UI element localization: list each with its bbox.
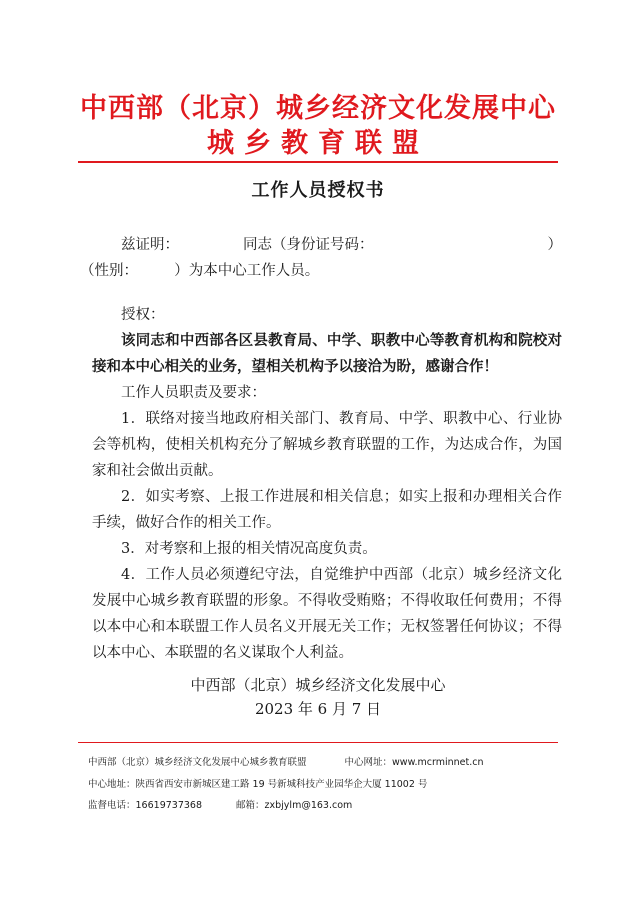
- signature-date: 2023 年 6 月 7 日: [254, 700, 382, 718]
- cert-id-label: 同志（身份证号码：: [243, 237, 374, 253]
- footer-line3: [88, 797, 352, 811]
- footer-address: 陕西省西安市新城区建工路 19 号新城科技产业园华企大厦 11002 号: [135, 779, 428, 790]
- duty-item-2: 2．如实考察、上报工作进展和相关信息；如实上报和办理相关合作手续，做好合作的相关工作。: [92, 489, 562, 531]
- signature-org: 中西部（北京）城乡经济文化发展中心: [190, 676, 446, 694]
- duty-item-4: 4．工作人员必须遵纪守法，自觉维护中西部（北京）城乡经济文化发展中心城乡教育联盟的形象。不得收受贿赂；不得收取任何费用；不得以本中心和本联盟工作人员名义开展无关工作；无权签署任何协议；不得以本中心、本联盟的名义谋取个人利益。: [92, 567, 562, 661]
- certification-block: [80, 232, 562, 284]
- footer-address-label: 中心地址：: [88, 779, 136, 790]
- footer-line1: [88, 754, 483, 768]
- footer-org: 中西部（北京）城乡经济文化发展中心城乡教育联盟: [88, 757, 307, 768]
- footer-website[interactable]: www.mcrminnet.cn: [392, 757, 484, 768]
- duty-item-1: 1．联络对接当地政府相关部门、教育局、中学、职教中心、行业协会等机构，使相关机构充分了解城乡教育联盟的工作，为达成合作，为国家和社会做出贡献。: [92, 411, 562, 479]
- authorize-label: 授权：: [121, 307, 165, 323]
- cert-close-paren: ）: [547, 237, 562, 253]
- authorization-block: [92, 302, 562, 666]
- duties-label: 工作人员职责及要求：: [121, 385, 266, 401]
- document-title: 工作人员授权书: [251, 180, 385, 201]
- header-divider: [78, 161, 558, 163]
- footer-line2: [88, 776, 427, 790]
- footer-divider: [78, 742, 558, 743]
- org-name-line1: 中西部（北京）城乡经济文化发展中心: [80, 93, 556, 124]
- cert-line1: [92, 232, 562, 258]
- footer-phone-label: 监督电话：: [88, 800, 136, 811]
- cert-line2: （性别： ）为本中心工作人员。: [80, 263, 320, 279]
- duty-item-3: 3．对考察和上报的相关情况高度负责。: [121, 541, 377, 557]
- footer-website-label: 中心网址：: [344, 757, 393, 768]
- footer-phone: 16619737368: [135, 800, 203, 811]
- authorize-text: 该同志和中西部各区县教育局、中学、职教中心等教育机构和院校对接和本中心相关的业务，望相关机构予以接洽为盼，感谢合作！: [92, 332, 562, 375]
- footer-email-label: 邮箱：: [236, 800, 265, 811]
- footer-email[interactable]: zxbjylm@163.com: [264, 800, 353, 811]
- cert-prefix: 兹证明：: [121, 237, 179, 253]
- org-name-line2: 城乡教育联盟: [207, 128, 429, 159]
